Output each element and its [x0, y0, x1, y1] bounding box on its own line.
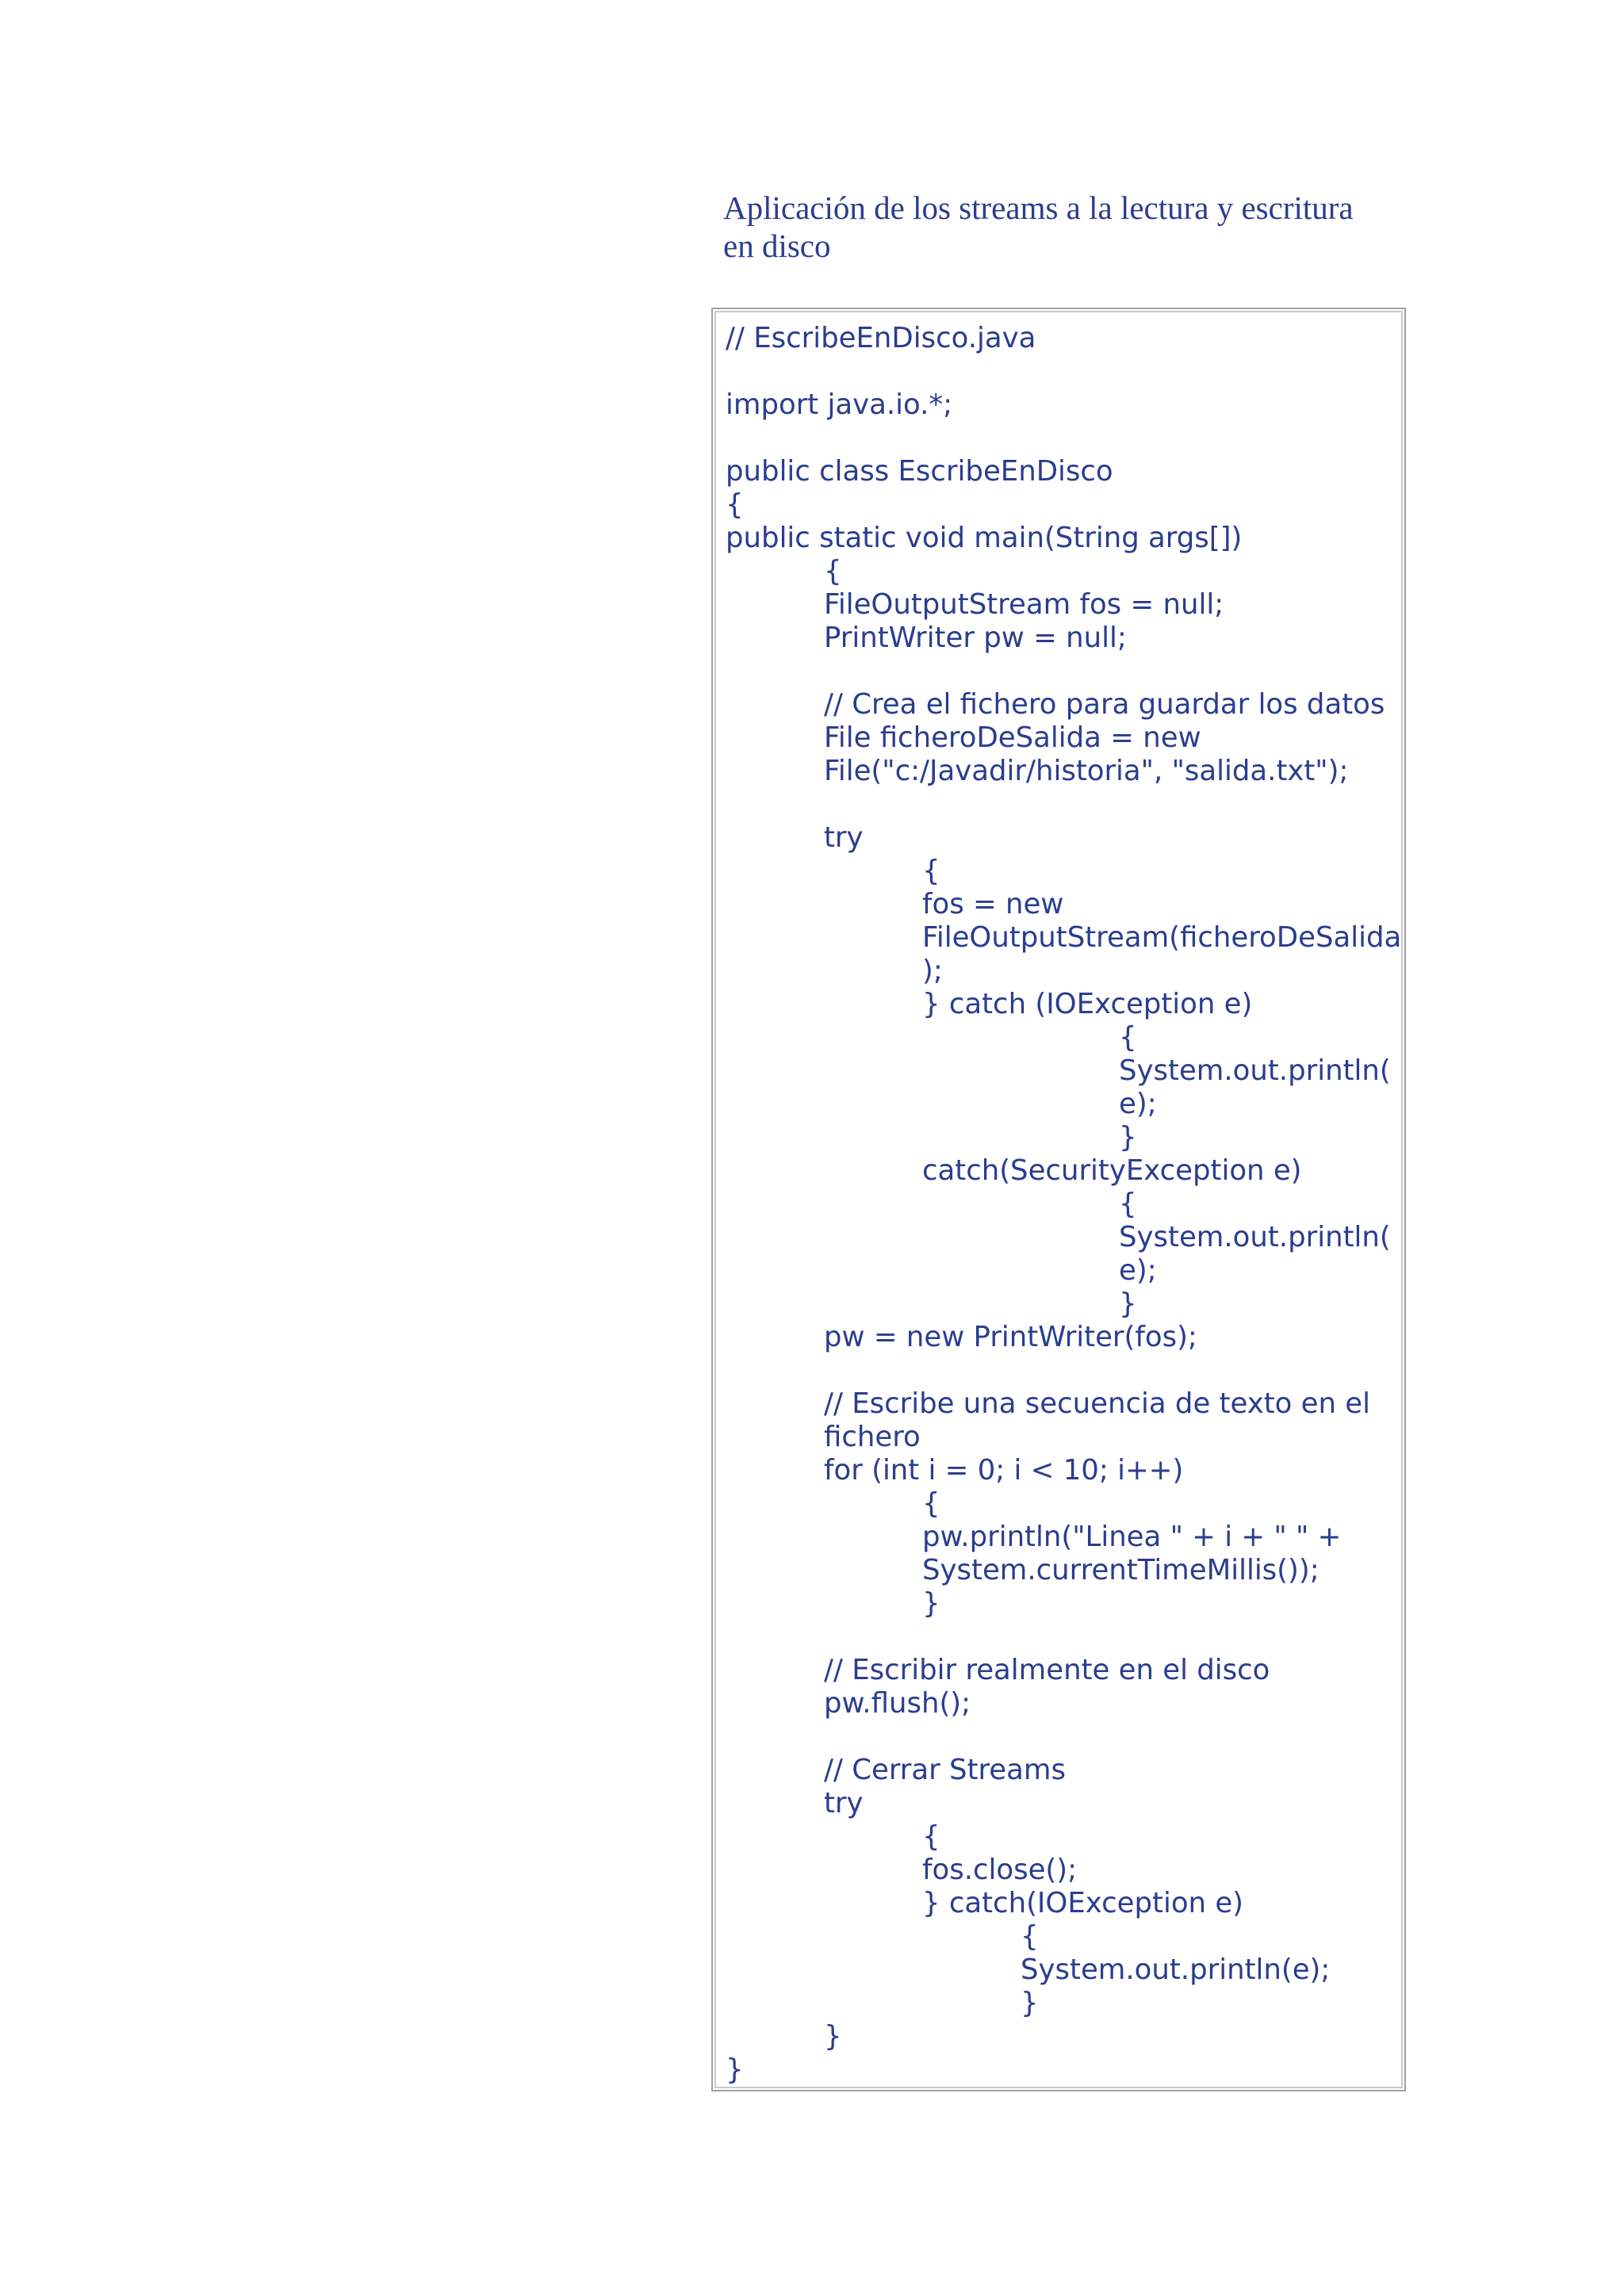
- code-line: System.currentTimeMillis());: [922, 1554, 1320, 1586]
- code-line: System.out.println(: [1119, 1221, 1391, 1253]
- code-line: }: [1021, 1987, 1039, 2019]
- code-line: System.out.println(e);: [1021, 1954, 1331, 1986]
- section-heading: [723, 189, 1405, 265]
- code-line: [726, 355, 1401, 388]
- code-line: {: [824, 555, 842, 587]
- code-line: [726, 1621, 1401, 1654]
- code-line: fos = new: [922, 888, 1064, 920]
- code-line: {: [922, 1487, 940, 1520]
- code-line: try: [824, 1787, 864, 1820]
- code-line: File("c:/Javadir/historia", "salida.txt");: [824, 755, 1349, 787]
- code-line: // Crea el fichero para guardar los datos: [824, 688, 1385, 721]
- code-line: try: [824, 821, 864, 854]
- code-line: pw.flush();: [824, 1687, 971, 1720]
- code-line: [726, 1720, 1401, 1754]
- code-line: [726, 655, 1401, 688]
- code-line: {: [726, 488, 744, 521]
- code-line: e);: [1119, 1254, 1157, 1287]
- code-line: {: [922, 855, 940, 887]
- code-line: {: [1119, 1021, 1137, 1054]
- code-line: } catch (IOException e): [922, 988, 1253, 1020]
- code-listing: [726, 322, 1401, 2087]
- code-line: public class EscribeEnDisco: [726, 455, 1113, 488]
- code-line: import java.io.*;: [726, 388, 953, 421]
- code-line: {: [922, 1820, 940, 1853]
- code-line: );: [922, 955, 943, 987]
- code-listing-inner: [714, 311, 1403, 2088]
- code-line: // Escribe una secuencia de texto en el: [824, 1387, 1370, 1420]
- heading-line-1: Aplicación de los streams a la lectura y escritura: [723, 189, 1354, 226]
- code-line: pw.println("Linea " + i + " " +: [922, 1521, 1342, 1553]
- code-line: [726, 1354, 1401, 1387]
- code-line: pw = new PrintWriter(fos);: [824, 1321, 1197, 1353]
- code-line: PrintWriter pw = null;: [824, 622, 1127, 654]
- code-line: e);: [1119, 1088, 1157, 1120]
- code-line: // Escribir realmente en el disco: [824, 1654, 1270, 1686]
- code-line: File ficheroDeSalida = new: [824, 721, 1201, 754]
- code-line: // EscribeEnDisco.java: [726, 322, 1036, 354]
- code-line: System.out.println(: [1119, 1054, 1391, 1087]
- code-line: {: [1119, 1188, 1137, 1220]
- code-line: FileOutputStream(ficheroDeSalida: [922, 921, 1402, 954]
- code-line: FileOutputStream fos = null;: [824, 588, 1224, 621]
- code-line: {: [1021, 1920, 1039, 1953]
- code-line: catch(SecurityException e): [922, 1154, 1302, 1187]
- code-line: [726, 422, 1401, 455]
- code-listing-box: [711, 308, 1406, 2091]
- code-line: // Cerrar Streams: [824, 1754, 1066, 1786]
- code-line: }: [1119, 1288, 1137, 1320]
- code-line: for (int i = 0; i < 10; i++): [824, 1454, 1184, 1487]
- code-line: }: [824, 2020, 842, 2053]
- heading-line-2: en disco: [723, 228, 831, 264]
- code-line: [726, 788, 1401, 821]
- code-line: }: [726, 2053, 744, 2086]
- code-line: fichero: [824, 1421, 921, 1453]
- code-line: }: [922, 1587, 940, 1620]
- code-line: public static void main(String args[]): [726, 522, 1243, 554]
- code-line: fos.close();: [922, 1854, 1078, 1886]
- code-line: }: [1119, 1121, 1137, 1154]
- code-line: } catch(IOException e): [922, 1887, 1244, 1919]
